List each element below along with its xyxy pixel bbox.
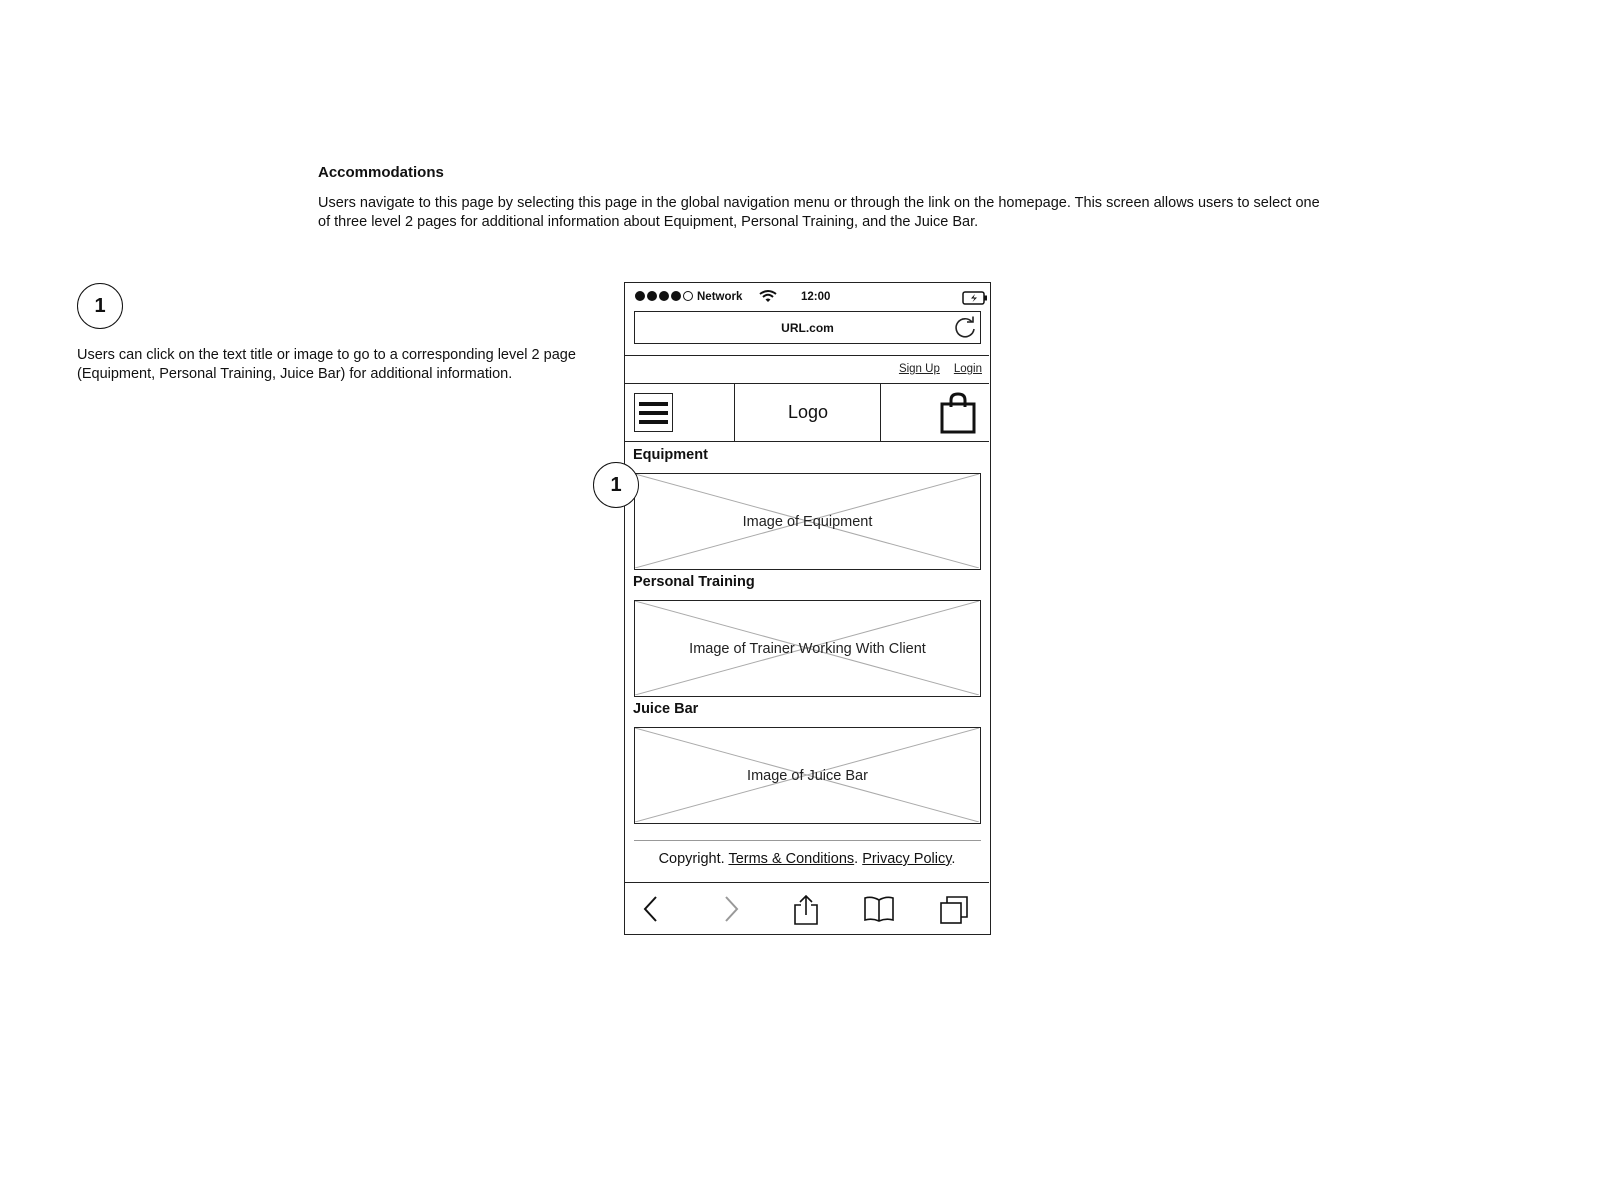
login-link[interactable]: Login	[953, 363, 982, 375]
signup-link[interactable]: Sign Up	[898, 363, 940, 375]
wifi-icon	[759, 289, 777, 303]
footer	[625, 851, 989, 867]
section-title-equipment[interactable]: Equipment	[633, 447, 708, 463]
image-equipment[interactable]	[634, 473, 981, 570]
divider	[625, 355, 989, 356]
copyright-text: Copyright.	[658, 851, 725, 867]
image-label: Image of Juice Bar	[747, 767, 868, 784]
reload-icon[interactable]	[953, 316, 977, 340]
divider	[625, 441, 989, 442]
tabs-icon[interactable]	[939, 895, 969, 925]
phone-frame	[624, 282, 991, 935]
browser-toolbar	[625, 883, 989, 934]
bookmarks-icon[interactable]	[863, 895, 895, 923]
section-title-juice-bar[interactable]: Juice Bar	[633, 701, 699, 717]
page-description: Users navigate to this page by selecting this page in the global navigation menu or through the link on the homepage. This screen allows users to select one of three level 2 pages for additional information about Equipment, Personal Training, and the Juice Bar.	[318, 195, 1320, 230]
image-label: Image of Trainer Working With Client	[689, 640, 926, 657]
callout-note: Users can click on the text title or image to go to a corresponding level 2 page (Equipment, Personal Training, Juice Bar) for additional information.	[77, 347, 576, 382]
callout-marker: 1	[77, 283, 123, 329]
hamburger-menu-icon[interactable]	[634, 393, 673, 432]
image-juice-bar[interactable]	[634, 727, 981, 824]
divider	[634, 840, 981, 841]
battery-icon	[962, 291, 988, 305]
logo[interactable]: Logo	[787, 402, 829, 422]
status-bar	[635, 287, 980, 309]
divider	[880, 384, 881, 441]
site-header	[625, 384, 989, 441]
privacy-link[interactable]: Privacy Policy	[862, 851, 952, 867]
footer-separator: .	[854, 851, 859, 867]
image-personal-training[interactable]	[634, 600, 981, 697]
shopping-bag-icon[interactable]	[940, 392, 976, 434]
page-title: Accommodations	[318, 164, 444, 181]
footer-end: .	[951, 851, 956, 867]
back-arrow-icon[interactable]	[641, 895, 661, 923]
signal-dots-icon	[635, 291, 693, 301]
image-label: Image of Equipment	[742, 513, 873, 530]
section-title-personal-training[interactable]: Personal Training	[633, 574, 755, 590]
status-time: 12:00	[801, 291, 831, 303]
network-label: Network	[697, 291, 743, 303]
terms-link[interactable]: Terms & Conditions	[728, 851, 855, 867]
share-icon[interactable]	[793, 895, 819, 925]
callout-marker-phone: 1	[593, 462, 639, 508]
url-text: URL.com	[781, 320, 834, 335]
forward-arrow-icon[interactable]	[721, 895, 741, 923]
url-bar[interactable]	[634, 311, 981, 344]
auth-links	[899, 363, 982, 375]
